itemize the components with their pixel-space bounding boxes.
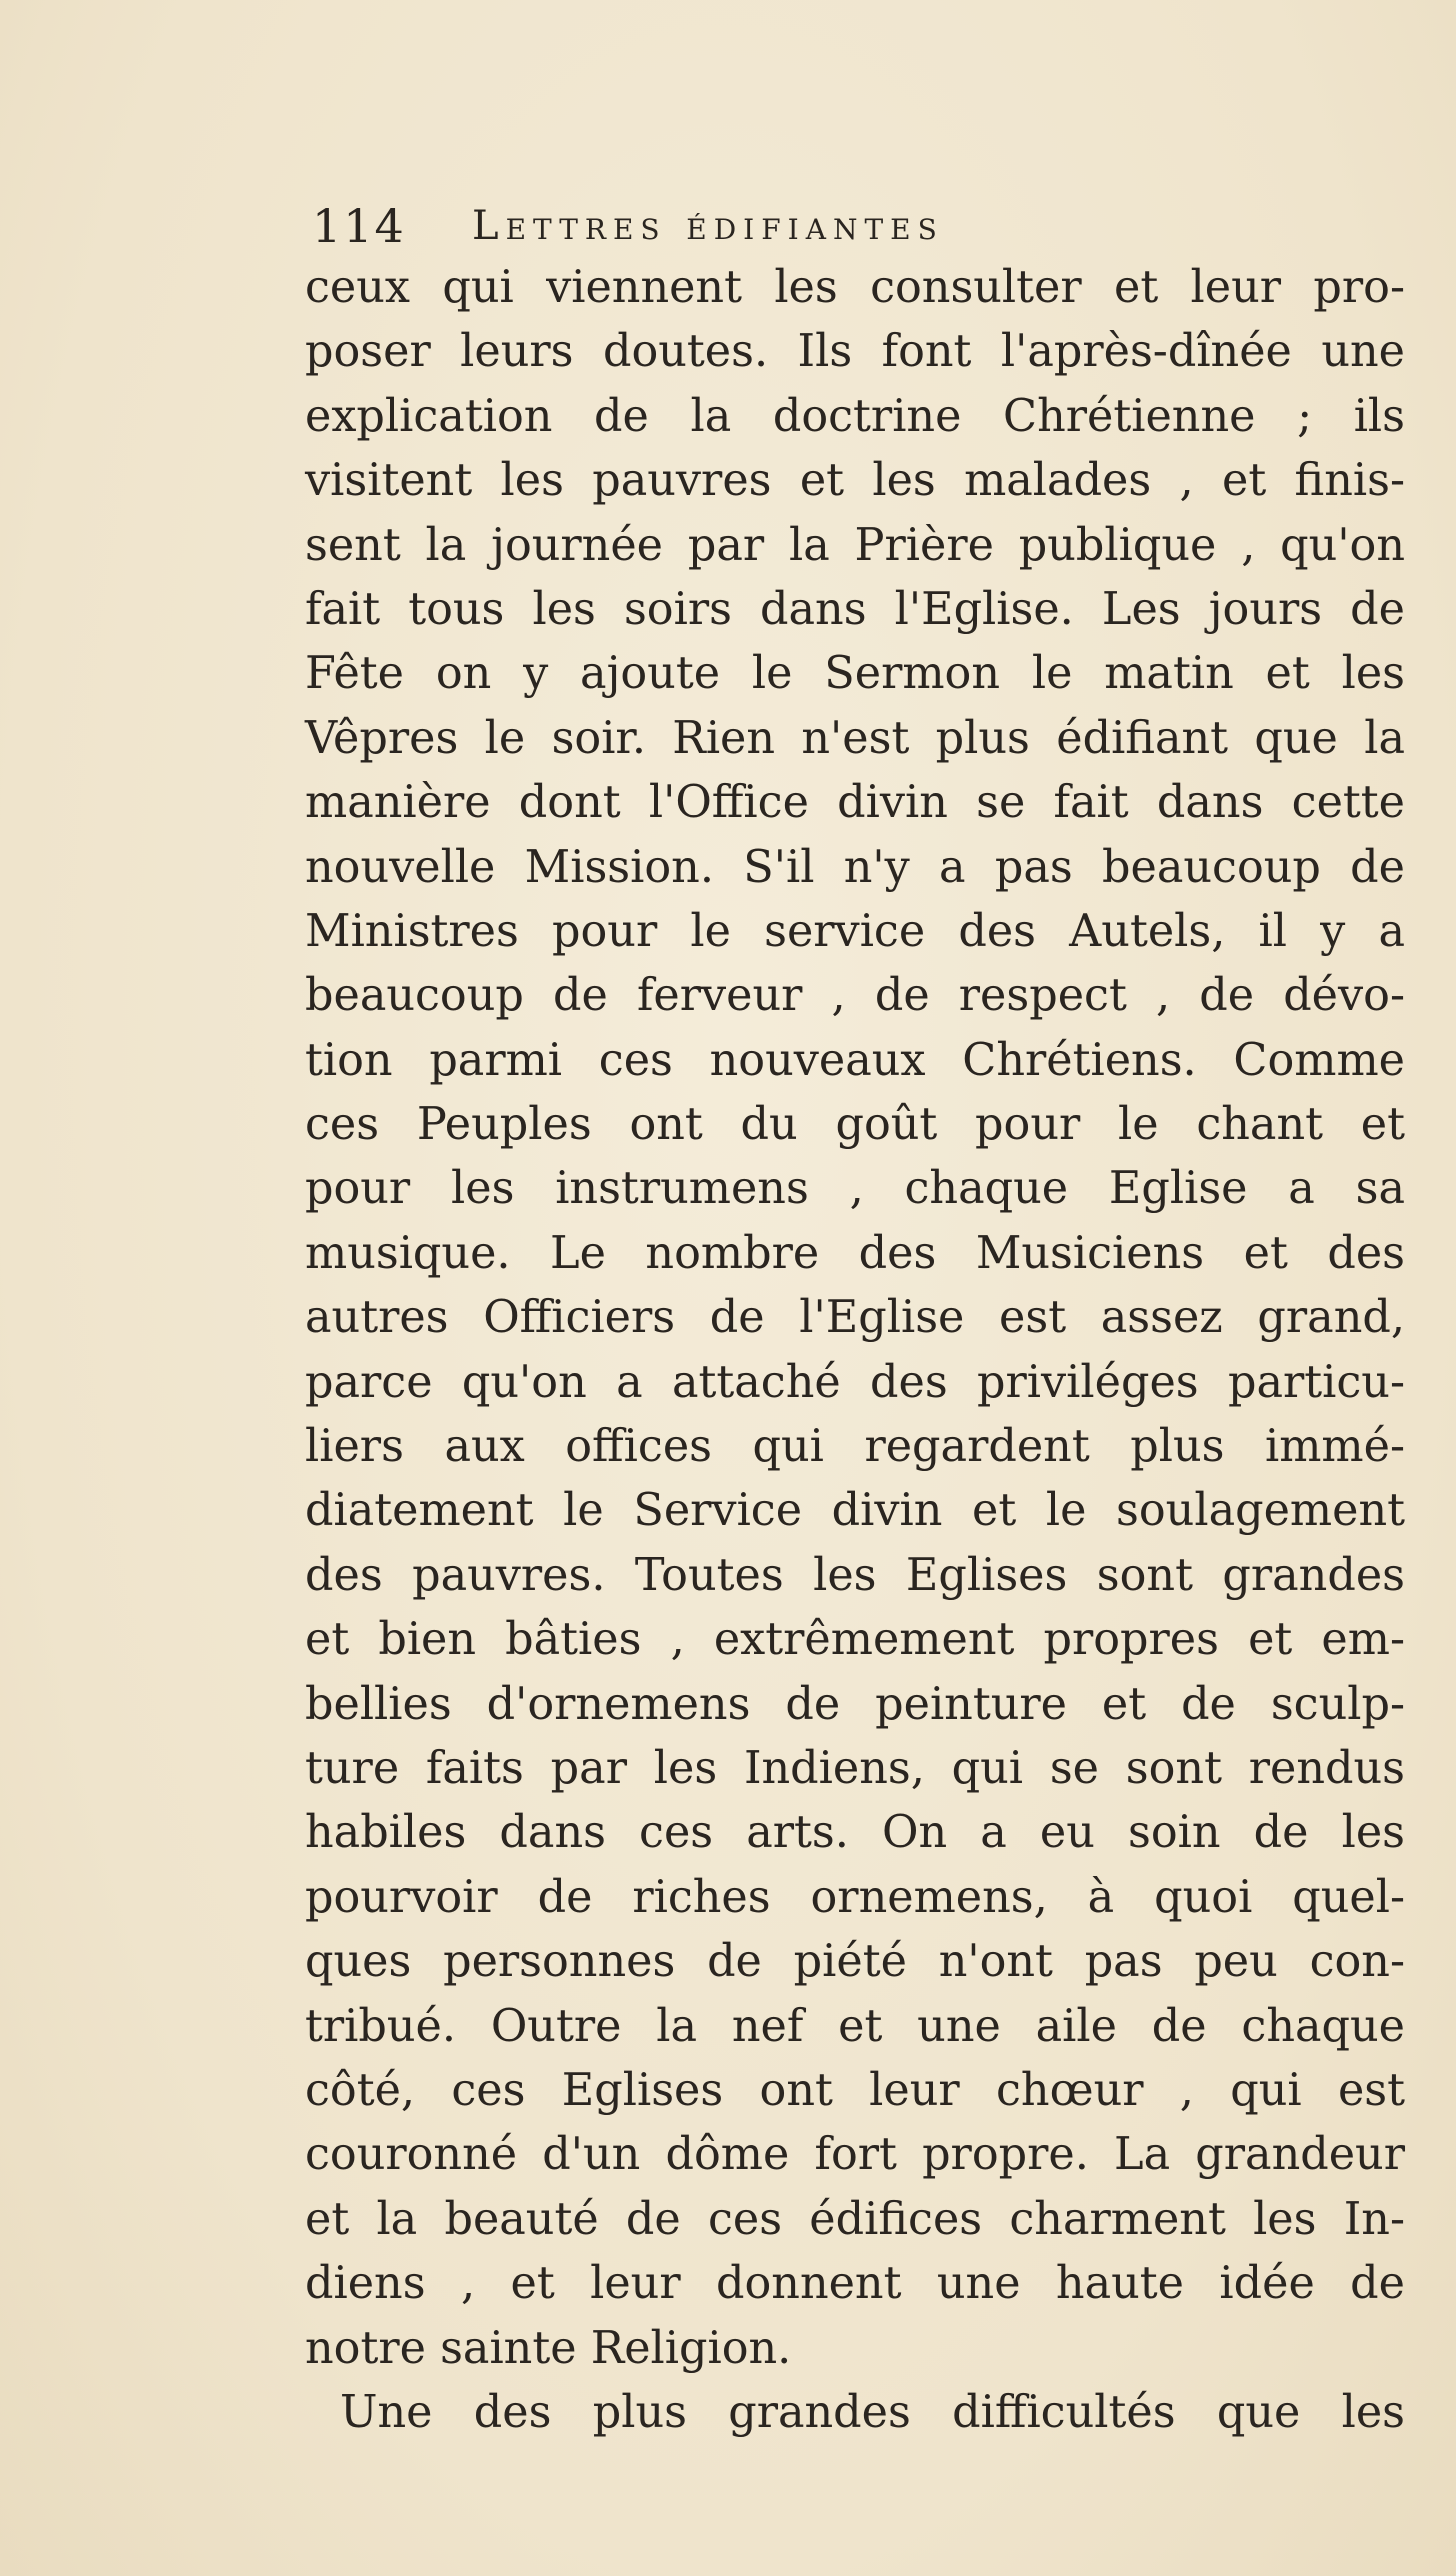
text-line: et la beauté de ces édifices charment les In- — [305, 2193, 1405, 2245]
text-line: beaucoup de ferveur , de respect , de dévo- — [305, 970, 1405, 1022]
text-line: liers aux offices qui regardent plus immé- — [305, 1421, 1405, 1473]
text-line: Ministres pour le service des Autels, il y a — [305, 905, 1405, 957]
paragraph-end-line: notre sainte Religion. — [305, 2322, 792, 2374]
text-line: fait tous les soirs dans l'Eglise. Les jours de — [305, 583, 1405, 635]
text-line: diens , et leur donnent une haute idée de — [305, 2258, 1405, 2310]
page-header — [312, 196, 1212, 256]
text-line: couronné d'un dôme fort propre. La grandeur — [305, 2129, 1405, 2181]
text-line: côté, ces Eglises ont leur chœur , qui est — [305, 2064, 1405, 2116]
text-line: tion parmi ces nouveaux Chrétiens. Comme — [305, 1034, 1405, 1086]
text-line: pour les instrumens , chaque Eglise a sa — [305, 1163, 1405, 1215]
text-line: diatement le Service divin et le soulagement — [305, 1485, 1405, 1537]
text-line: pourvoir de riches ornemens, à quoi quel- — [305, 1871, 1405, 1923]
text-line: visitent les pauvres et les malades , et finis- — [305, 455, 1405, 507]
text-line: explication de la doctrine Chrétienne ; ils — [305, 390, 1405, 442]
text-line: des pauvres. Toutes les Eglises sont grandes — [305, 1549, 1405, 1601]
body-text — [305, 256, 1405, 2445]
page-number: 114 — [312, 199, 406, 253]
text-line: sent la journée par la Prière publique , qu'on — [305, 519, 1405, 571]
text-line: ture faits par les Indiens, qui se sont rendus — [305, 1742, 1405, 1794]
text-line: Fête on y ajoute le Sermon le matin et les — [305, 648, 1405, 700]
running-title: Lettres édifiantes — [472, 203, 944, 249]
text-line: Vêpres le soir. Rien n'est plus édifiant que la — [305, 712, 1405, 764]
text-line: et bien bâties , extrêmement propres et em- — [305, 1614, 1405, 1666]
text-line: ces Peuples ont du goût pour le chant et — [305, 1099, 1405, 1151]
text-line: parce qu'on a attaché des priviléges particu- — [305, 1356, 1405, 1408]
text-line: nouvelle Mission. S'il n'y a pas beaucoup de — [305, 841, 1405, 893]
text-line: tribué. Outre la nef et une aile de chaque — [305, 2000, 1405, 2052]
text-line: autres Officiers de l'Eglise est assez grand, — [305, 1292, 1405, 1344]
text-line: ceux qui viennent les consulter et leur pro- — [305, 262, 1405, 313]
text-line: ques personnes de piété n'ont pas peu con- — [305, 1936, 1405, 1988]
text-line: bellies d'ornemens de peinture et de sculp- — [305, 1678, 1405, 1730]
text-line: poser leurs doutes. Ils font l'après-dînée une — [305, 326, 1405, 378]
paragraph-start-line: Une des plus grandes difficultés que les — [340, 2386, 1405, 2438]
text-line: habiles dans ces arts. On a eu soin de les — [305, 1807, 1405, 1859]
text-line: musique. Le nombre des Musiciens et des — [305, 1227, 1405, 1279]
text-line: manière dont l'Office divin se fait dans cette — [305, 777, 1405, 829]
